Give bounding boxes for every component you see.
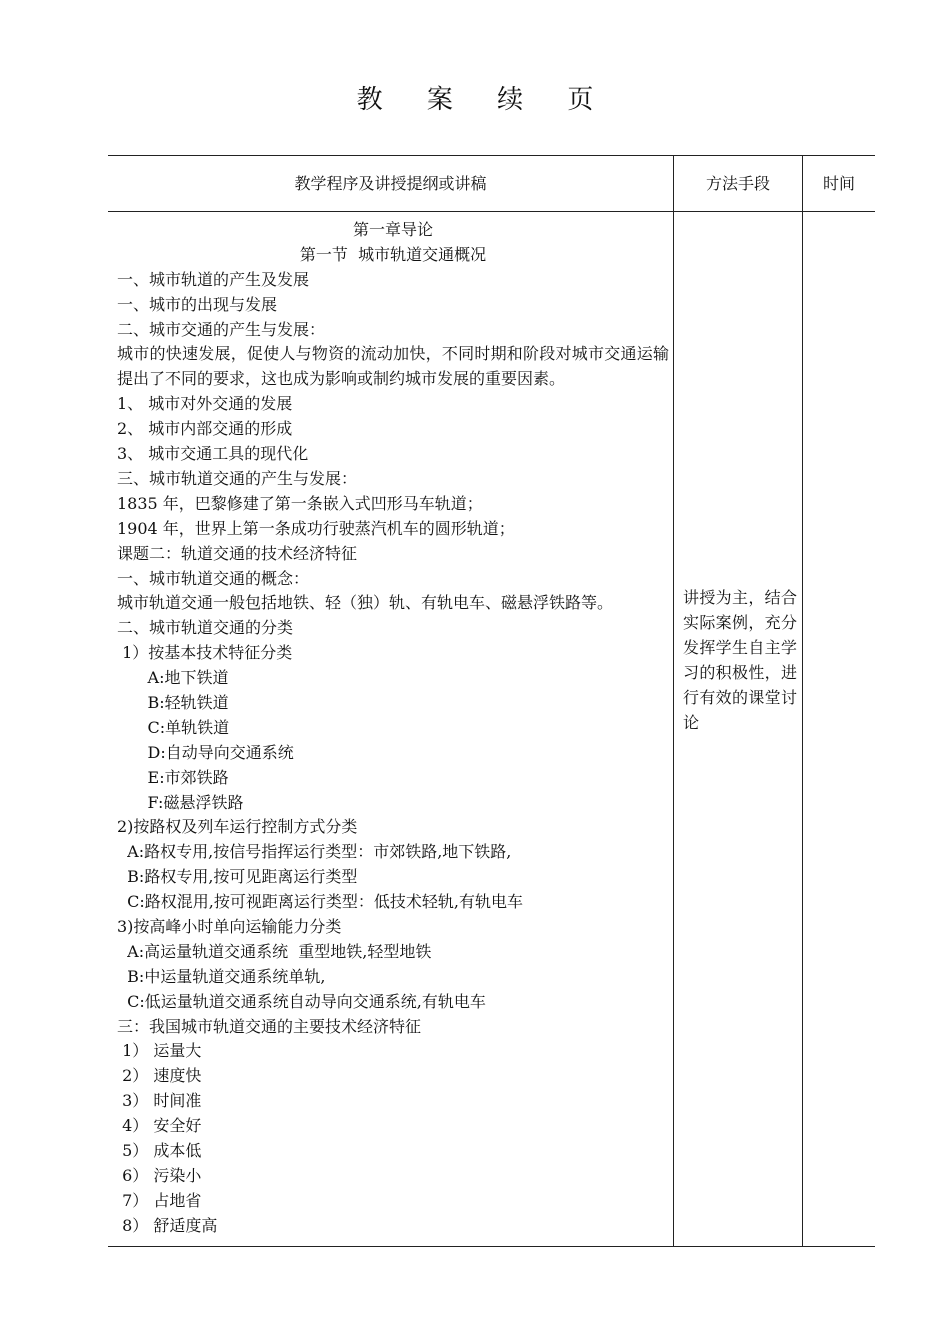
outline-line: 一、城市轨道的产生及发展	[117, 269, 310, 289]
outline-line: B:中运量轨道交通系统单轨,	[117, 966, 326, 986]
outline-line: 4） 安全好	[117, 1116, 202, 1136]
column-divider-method	[673, 156, 674, 1247]
outline-lines	[117, 268, 669, 1239]
outline-line: 3、 城市交通工具的现代化	[117, 444, 309, 464]
outline-line: 2、 城市内部交通的形成	[117, 419, 293, 439]
header-time: 时间	[822, 174, 855, 193]
outline-line: C:单轨铁道	[117, 717, 230, 737]
table-bottom-border	[108, 1246, 875, 1247]
outline-line: B:路权专用,按可见距离运行类型	[117, 867, 358, 887]
outline-line: F:磁悬浮铁路	[117, 792, 244, 812]
outline-line: E:市郊铁路	[117, 767, 229, 787]
outline-line: 2） 速度快	[117, 1066, 202, 1086]
section-title: 第一节 城市轨道交通概况	[299, 244, 487, 264]
outline-line: 5） 成本低	[117, 1140, 202, 1160]
outline-line: 一、城市的出现与发展	[117, 294, 278, 314]
outline-line: A:地下铁道	[117, 668, 229, 688]
outline-line: 二、城市轨道交通的分类	[117, 618, 294, 638]
outline-line: C:低运量轨道交通系统自动导向交通系统,有轨电车	[117, 991, 486, 1011]
outline-line: A:高运量轨道交通系统 重型地铁,轻型地铁	[117, 941, 432, 961]
outline-line: 1）按基本技术特征分类	[117, 643, 293, 663]
page-title: 教 案 续 页	[356, 85, 612, 115]
outline-line: 1904 年，世界上第一条成功行驶蒸汽机车的圆形轨道；	[117, 518, 515, 538]
header-outline: 教学程序及讲授提纲或讲稿	[294, 174, 487, 193]
outline-line: D:自动导向交通系统	[117, 742, 294, 762]
outline-line: 一、城市轨道交通的概念：	[117, 568, 310, 588]
outline-line: 二、城市交通的产生与发展：	[117, 319, 326, 339]
chapter-title: 第一章导论	[352, 220, 433, 239]
header-method: 方法手段	[705, 174, 770, 193]
outline-line: 3） 时间准	[117, 1091, 202, 1111]
outline-line: 2)按路权及列车运行控制方式分类	[117, 817, 358, 837]
outline-line: 3)按高峰小时单向运输能力分类	[117, 916, 342, 936]
outline-line: C:路权混用,按可视距离运行类型：低技术轻轨,有轨电车	[117, 892, 523, 912]
outline-line: 课题二：轨道交通的技术经济特征	[117, 543, 358, 563]
column-divider-time	[802, 156, 803, 1247]
outline-line: 1、 城市对外交通的发展	[117, 394, 293, 414]
outline-line: 城市的快速发展，促使人与物资的流动加快，不同时期和阶段对城市交通运输提出了不同的要求，这也成为影响或制约城市发展的重要因素。	[117, 344, 669, 389]
outline-line: B:轻轨铁道	[117, 692, 229, 712]
outline-line: 7） 占地省	[117, 1190, 202, 1210]
outline-line: 1835 年，巴黎修建了第一条嵌入式凹形马车轨道；	[117, 493, 483, 513]
outline-line: 8） 舒适度高	[117, 1215, 218, 1235]
lecture-outline	[117, 218, 669, 1239]
method-cell: 讲授为主，结合实际案例，充分发挥学生自主学习的积极性，进行有效的课堂讨论	[683, 588, 797, 732]
outline-line: 城市轨道交通一般包括地铁、轻（独）轨、有轨电车、磁悬浮铁路等。	[117, 593, 614, 613]
outline-line: 三：我国城市轨道交通的主要技术经济特征	[117, 1016, 422, 1036]
outline-line: A:路权专用,按信号指挥运行类型：市郊铁路,地下铁路,	[117, 842, 512, 862]
outline-line: 1） 运量大	[117, 1041, 202, 1061]
outline-line: 6） 污染小	[117, 1165, 202, 1185]
outline-line: 三、城市轨道交通的产生与发展：	[117, 468, 358, 488]
